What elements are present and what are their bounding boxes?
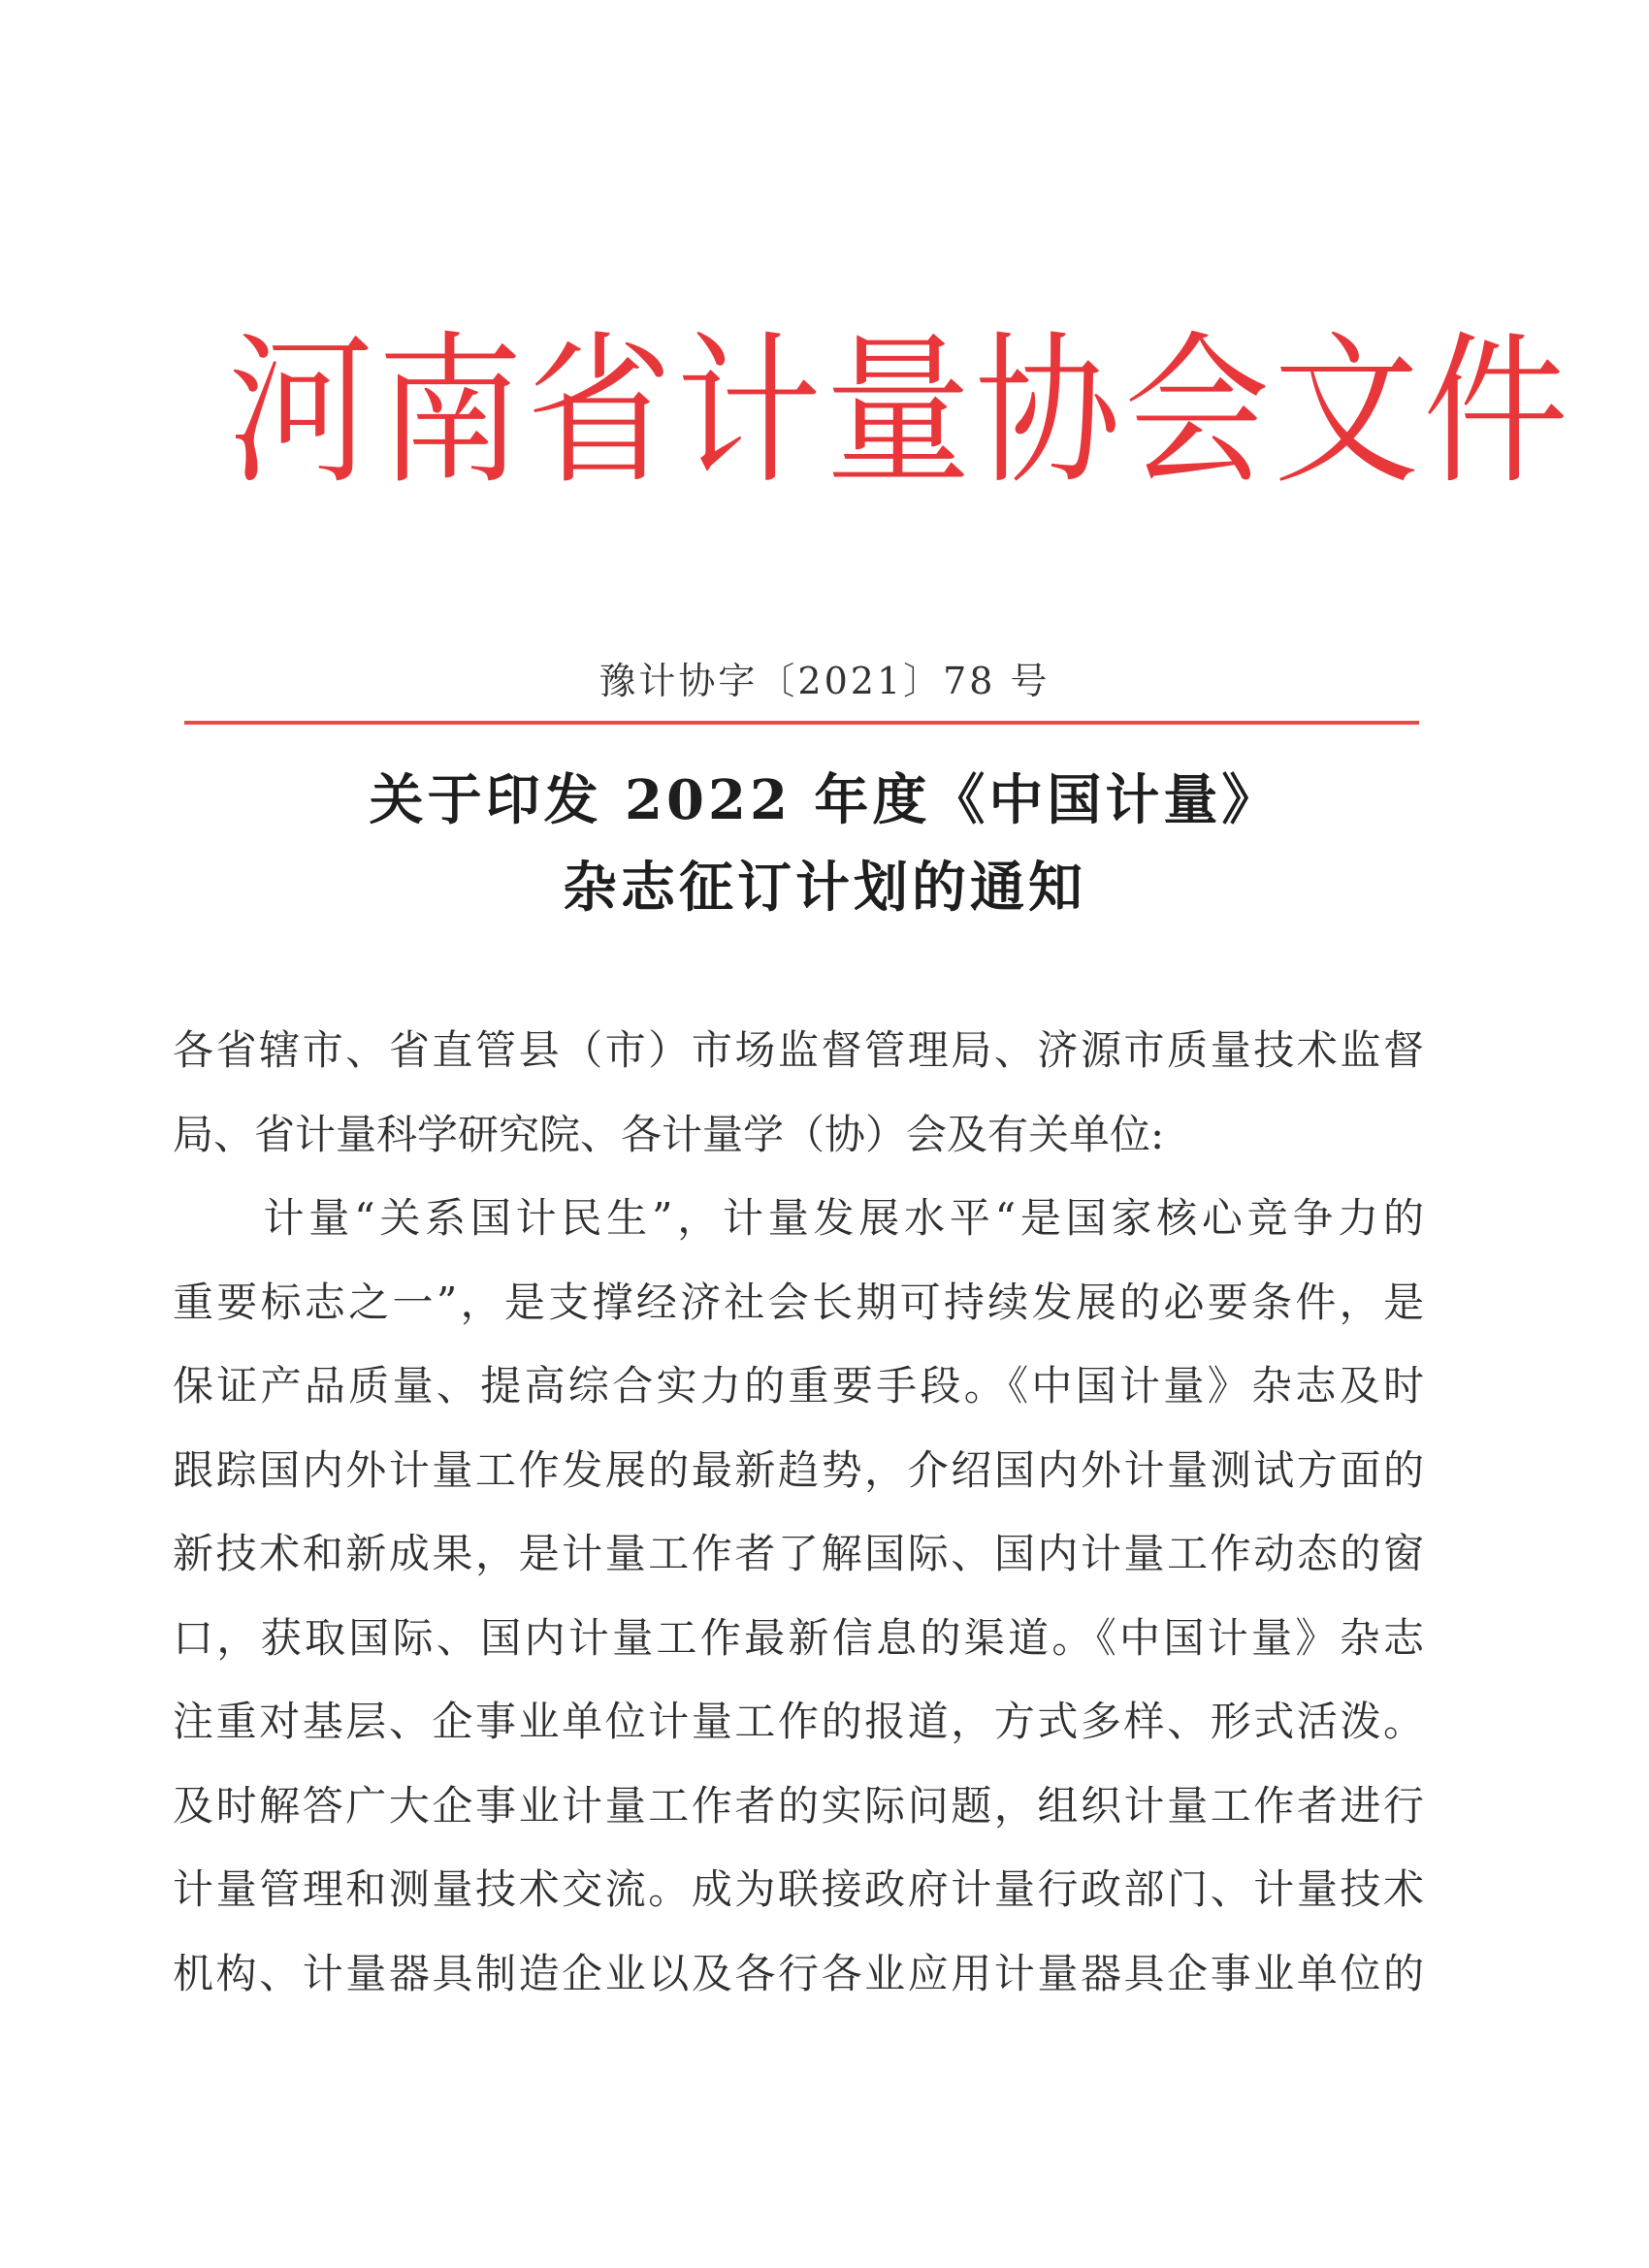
red-divider-rule — [184, 721, 1419, 725]
notice-body — [173, 1009, 1424, 2016]
document-masthead: 河南省计量协会文件 — [228, 317, 1573, 507]
body-line: 机构、计量器具制造企业以及各行各业应用计量器具企事业单位的 — [173, 1949, 1424, 1997]
body-line: 计量管理和测量技术交流。成为联接政府计量行政部门、计量技术 — [173, 1865, 1424, 1913]
body-line: 口，获取国际、国内计量工作最新信息的渠道。《中国计量》杂志 — [173, 1613, 1424, 1662]
body-line: 跟踪国内外计量工作发展的最新趋势，介绍国内外计量测试方面的 — [173, 1445, 1424, 1494]
body-line: 新技术和新成果，是计量工作者了解国际、国内计量工作动态的窗 — [173, 1530, 1424, 1577]
body-line: 注重对基层、企事业单位计量工作的报道，方式多样、形式活泼。 — [173, 1698, 1424, 1745]
body-line: 及时解答广大企事业计量工作者的实际问题，组织计量工作者进行 — [173, 1781, 1424, 1830]
notice-title-line-1: 关于印发 2022 年度《中国计量》 — [369, 768, 1280, 832]
body-line: 重要标志之一”，是支撑经济社会长期可持续发展的必要条件，是 — [173, 1278, 1424, 1326]
document-number: 豫计协字〔2021〕78 号 — [598, 660, 1051, 702]
notice-title-line-2: 杂志征订计划的通知 — [563, 856, 1086, 920]
body-line: 各省辖市、省直管县（市）市场监督管理局、济源市质量技术监督 — [173, 1026, 1424, 1074]
body-line: 保证产品质量、提高综合实力的重要手段。《中国计量》杂志及时 — [173, 1362, 1424, 1409]
body-line: 局、省计量科学研究院、各计量学（协）会及有关单位: — [173, 1110, 1165, 1158]
body-line: 计量“关系国计民生”，计量发展水平“是国家核心竞争力的 — [173, 1194, 1424, 1242]
